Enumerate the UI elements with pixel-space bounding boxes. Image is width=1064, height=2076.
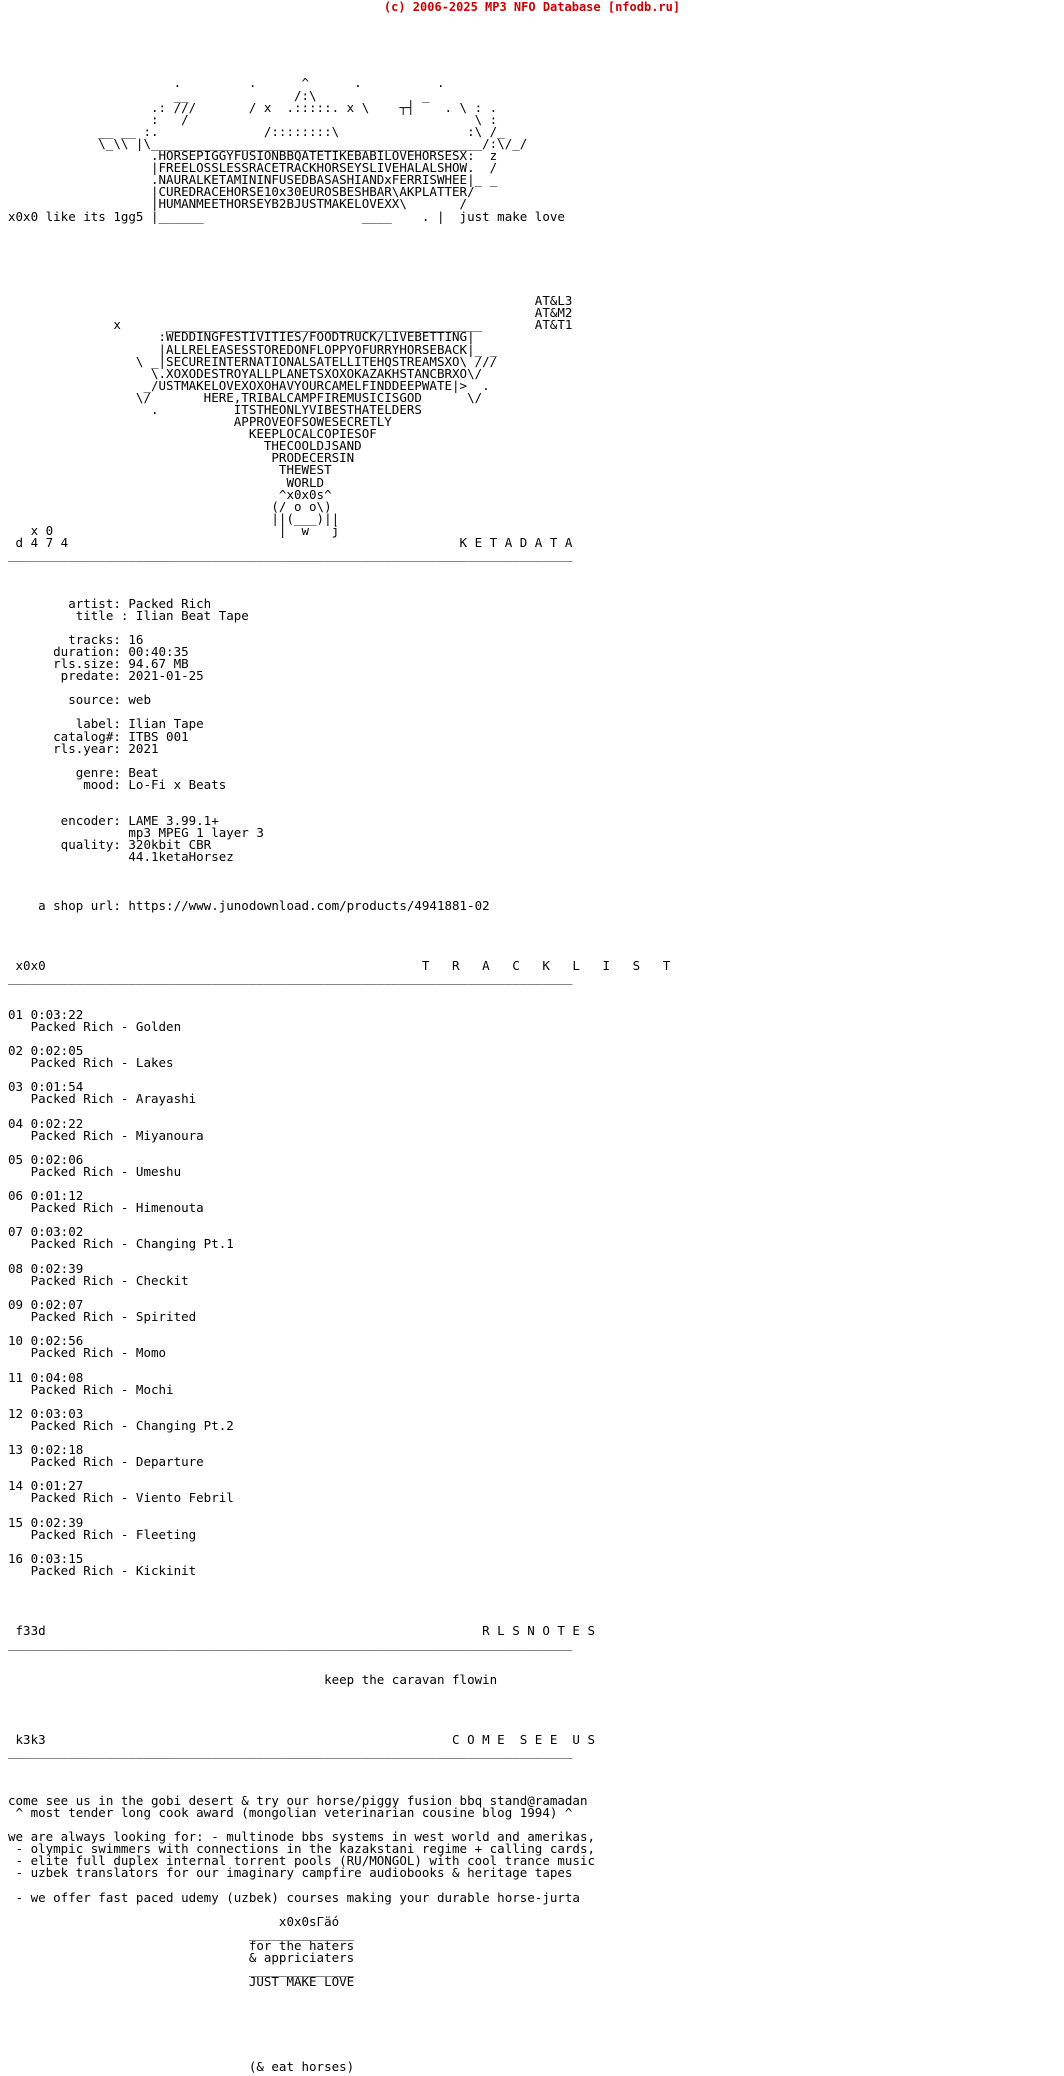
nfo-line: - olympic swimmers with connections in the kazakstani regime + calling cards, — [8, 1841, 595, 1857]
nfo-line: \ _|SECUREINTERNATIONALSATELLITEHQSTREAMSXO\ /// — [8, 353, 498, 369]
nfo-line: rls.size: 94.67 MB — [8, 655, 189, 671]
nfo-line: ___________________________________________________________________________ — [8, 970, 573, 986]
nfo-line: AT&L3 — [8, 293, 573, 309]
nfo-line: 06 0:01:12 — [8, 1188, 84, 1204]
nfo-line: THEWEST — [8, 462, 332, 478]
nfo-line: .HORSEPIGGYFUSIONBBQATETIKEBABILOVEHORSESX: z — [8, 148, 498, 164]
nfo-line: x0x0 like its 1gg5 |______ ____ . | just make love — [8, 208, 565, 224]
nfo-line: ______________ — [8, 1925, 355, 1941]
nfo-line: Packed Rich - Mochi — [8, 1381, 174, 1397]
nfo-line: |FREELOSSLESSRACETRACKHORSEYSLIVEHALALSHOW. / — [8, 160, 498, 176]
nfo-line: k3k3 C O M E S E E U S — [8, 1732, 595, 1748]
nfo-line: Packed Rich - Arayashi — [8, 1091, 197, 1107]
nfo-line: 09 0:02:07 — [8, 1296, 84, 1312]
nfo-line: 13 0:02:18 — [8, 1442, 84, 1458]
nfo-line: ___________________________________________________________________________ — [8, 547, 573, 563]
nfo-line: THECOOLDJSAND — [8, 438, 362, 454]
nfo-line: f33d R L S N O T E S — [8, 1623, 595, 1639]
nfo-line: Packed Rich - Umeshu — [8, 1163, 182, 1179]
nfo-line: a shop url: https://www.junodownload.com/products/4941881-02 — [8, 897, 490, 913]
nfo-line: ^ most tender long cook award (mongolian veterinarian cousine blog 1994) ^ — [8, 1804, 573, 1820]
nfo-line: for the haters — [8, 1937, 355, 1953]
nfo-line: we are always looking for: - multinode bbs systems in west world and amerikas, — [8, 1829, 595, 1845]
nfo-line: source: web — [8, 692, 151, 708]
nfo-line: tracks: 16 — [8, 631, 144, 647]
nfo-line: mood: Lo-Fi x Beats — [8, 776, 227, 792]
nfo-line: 11 0:04:08 — [8, 1369, 84, 1385]
nfo-line: |ALLRELEASESSTOREDONFLOPPYOFURRYHORSEBACK|_ _ — [8, 341, 498, 357]
nfo-line: artist: Packed Rich — [8, 595, 212, 611]
nfo-line: : / \ : — [8, 111, 498, 127]
site-header: (c) 2006-2025 MP3 NFO Database [nfodb.ru] — [383, 0, 681, 14]
nfo-line: Packed Rich - Miyanoura — [8, 1127, 204, 1143]
nfo-line: & appriciaters — [8, 1950, 355, 1965]
nfo-line: :WEDDINGFESTIVITIES/FOODTRUCK/LIVEBETTING| — [8, 329, 475, 345]
nfo-line: KEEPLOCALCOPIESOF — [8, 426, 377, 442]
nfo-line: .: /// / x .:::::. x \ ┬┤ . \ : . — [8, 99, 498, 115]
nfo-line: 02 0:02:05 — [8, 1042, 84, 1058]
nfo-line: \.XOXODESTROYALLPLANETSXOXOKAZAKHSTANCBRXO\/ — [8, 365, 483, 381]
nfo-line: ___________________________________________________________________________ — [8, 1744, 573, 1760]
nfo-line: label: Ilian Tape — [8, 716, 204, 732]
nfo-line: _/USTMAKELOVEXOXOHAVYOURCAMELFINDDEEPWATE|> . — [8, 377, 490, 393]
nfo-line: __ __ :. /::::::::\ :\ /_ — [8, 123, 505, 139]
nfo-line: - uzbek translators for our imaginary campfire audiobooks & heritage tapes — [8, 1865, 573, 1881]
nfo-line: encoder: LAME 3.99.1+ — [8, 813, 219, 829]
nfo-line: genre: Beat — [8, 764, 159, 780]
nfo-line: 07 0:03:02 — [8, 1224, 84, 1240]
nfo-line: 12 0:03:03 — [8, 1405, 84, 1421]
nfo-line: d 4 7 4 K E T A D A T A — [8, 535, 573, 551]
nfo-line: ______________ — [8, 1962, 355, 1978]
nfo-line: . ITSTHEONLYVIBESTHATELDERS — [8, 402, 422, 417]
nfo-line: Packed Rich - Lakes — [8, 1055, 174, 1071]
nfo-line: Packed Rich - Himenouta — [8, 1200, 204, 1216]
nfo-line: 03 0:01:54 — [8, 1079, 84, 1095]
nfo-line: Packed Rich - Golden — [8, 1018, 182, 1034]
nfo-line: 01 0:03:22 — [8, 1006, 84, 1022]
nfo-line: (/ o o\) — [8, 498, 332, 514]
nfo-line: \/ HERE,TRIBALCAMPFIREMUSICISGOD \/ — [8, 389, 483, 405]
nfo-line: \_\\ |\____________________________________________/:\/_/ — [8, 135, 528, 151]
nfo-line: x0x0sΓäó — [8, 1913, 340, 1929]
nfo-line: come see us in the gobi desert & try our horse/piggy fusion bbq stand@ramadan — [8, 1792, 588, 1808]
nfo-line: 16 0:03:15 — [8, 1550, 84, 1566]
nfo-line: Packed Rich - Kickinit — [8, 1563, 197, 1578]
nfo-line: catalog#: ITBS 001 — [8, 728, 189, 744]
nfo-line: Packed Rich - Viento Febril — [8, 1490, 234, 1506]
nfo-line: 05 0:02:06 — [8, 1151, 84, 1167]
nfo-line: AT&M2 — [8, 305, 573, 321]
nfo-line: quality: 320kbit CBR — [8, 837, 212, 853]
nfo-line: (& eat horses) — [8, 2058, 355, 2074]
nfo-line: Packed Rich - Changing Pt.1 — [8, 1236, 234, 1252]
nfo-line: 44.1ketaHorsez — [8, 849, 234, 865]
nfo-line: Packed Rich - Checkit — [8, 1272, 189, 1288]
nfo-line: ^x0x0s^ — [8, 486, 332, 502]
nfo-line: JUST MAKE LOVE — [8, 1974, 355, 1990]
nfo-line: 10 0:02:56 — [8, 1333, 84, 1349]
nfo-line: Packed Rich - Fleeting — [8, 1526, 197, 1542]
nfo-line: 15 0:02:39 — [8, 1514, 84, 1530]
nfo-line: - elite full duplex internal torrent pools (RU/MONGOL) with cool trance music — [8, 1853, 595, 1869]
nfo-line: Packed Rich - Momo — [8, 1345, 167, 1361]
nfo-line: title : Ilian Beat Tape — [8, 607, 249, 623]
nfo-line: Packed Rich - Spirited — [8, 1309, 197, 1325]
nfo-line: predate: 2021-01-25 — [8, 668, 204, 684]
nfo-line: PRODECERSIN — [8, 450, 355, 466]
nfo-line: WORLD — [8, 474, 325, 490]
nfo-line: keep the caravan flowin — [8, 1671, 498, 1687]
nfo-line: ___________________________________________________________________________ — [8, 1635, 573, 1651]
nfo-line: rls.year: 2021 — [8, 740, 159, 756]
nfo-line: . . ^ . . — [8, 75, 445, 91]
nfo-line: ||(___)|| — [8, 510, 340, 526]
nfo-line: 14 0:01:27 — [8, 1478, 84, 1494]
nfo-line: |CUREDRACEHORSE10x30EUROSBESHBAR\AKPLATTER/ — [8, 184, 475, 200]
nfo-line: __ /:\ _ — [8, 87, 430, 103]
nfo-line: x0x0 T R A C K L I S T — [8, 958, 671, 974]
nfo-line: Packed Rich - Changing Pt.2 — [8, 1417, 234, 1433]
nfo-line: APPROVEOFSOWESECRETLY — [8, 414, 392, 430]
nfo-line: .NAURALKETAMININFUSEDBASASHIANDxFERRISWHEE|_ _ — [8, 172, 498, 188]
nfo-line: 08 0:02:39 — [8, 1260, 84, 1276]
nfo-line: duration: 00:40:35 — [8, 643, 189, 659]
nfo-text — [8, 17, 670, 2073]
nfo-line: x 0 | w j — [8, 522, 340, 538]
nfo-line: Packed Rich - Departure — [8, 1454, 204, 1470]
nfo-line: 04 0:02:22 — [8, 1115, 84, 1131]
nfo-line: |HUMANMEETHORSEYB2BJUSTMAKELOVEXX\ / — [8, 196, 468, 212]
nfo-line: mp3 MPEG 1 layer 3 — [8, 825, 264, 841]
nfo-line: x __________________________________________ AT&T1 — [8, 317, 573, 333]
nfo-line: - we offer fast paced udemy (uzbek) courses making your durable horse-jurta — [8, 1889, 580, 1905]
